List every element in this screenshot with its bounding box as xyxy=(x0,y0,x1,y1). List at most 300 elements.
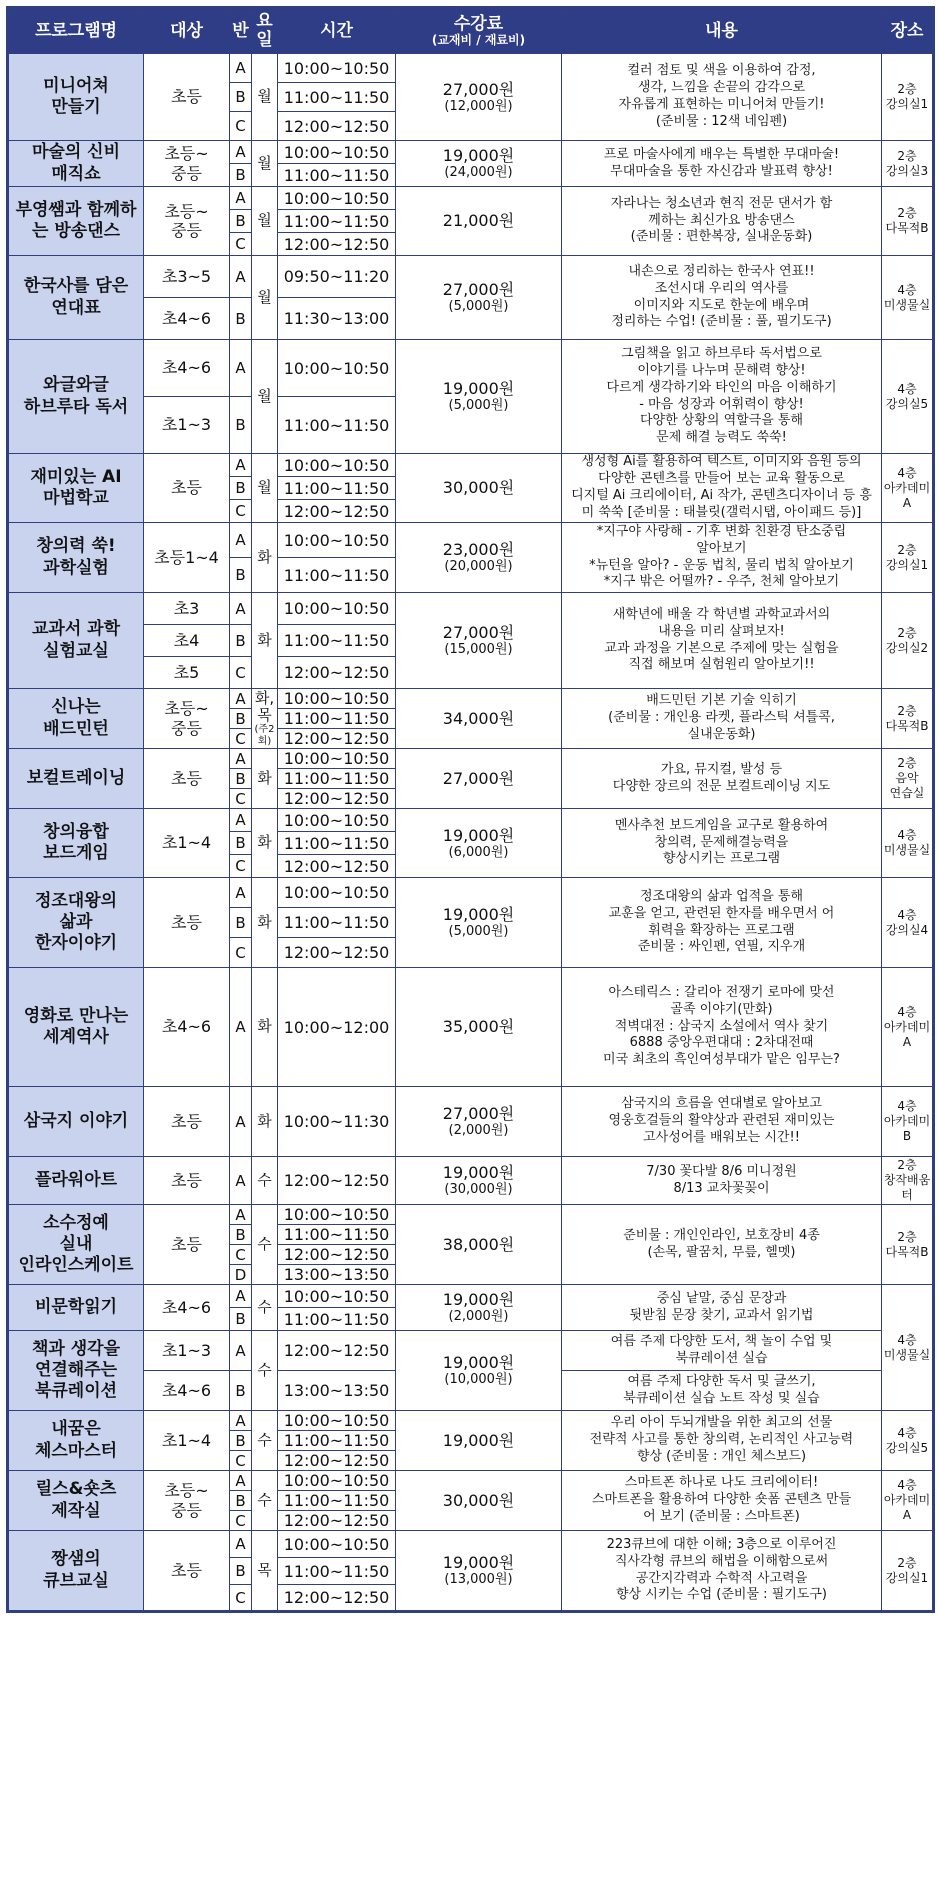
location: 4층 미생물실 xyxy=(882,809,934,878)
class-letter: B xyxy=(230,397,252,454)
table-row xyxy=(8,749,934,769)
day-label: 화 xyxy=(257,1111,272,1130)
program-content: 7/30 꽃다발 8/6 미니정원 8/13 교차꽃꽂이 xyxy=(562,1157,882,1205)
program-content: 우리 아이 두뇌개발을 위한 최고의 선물 전략적 사고를 통한 창의력, 논리적인 사고능력 향상 (준비물 : 개인 체스보드) xyxy=(562,1411,882,1471)
program-content: 223큐브에 대한 이해; 3층으로 이루어진 직사각형 큐브의 해법을 이해함으로써 공간지각력과 수학적 사고력을 향상 시키는 수업 (준비물 : 필기도구) xyxy=(562,1531,882,1612)
fee-amount: 19,000원 xyxy=(442,146,515,166)
day-label: 수 xyxy=(257,1360,272,1379)
day-label: 화 xyxy=(257,1017,272,1036)
class-time: 12:00~12:50 xyxy=(278,500,396,523)
fee-amount: 27,000원 xyxy=(442,79,515,99)
class-time: 11:00~11:50 xyxy=(278,1308,396,1331)
material-fee: (5,000원) xyxy=(448,299,509,315)
program-content: 내손으로 정리하는 한국사 연표!! 조선시대 우리의 역사를 이미지와 지도로 한눈에 배우며 정리하는 수업! (준비물 : 풀, 필기도구) xyxy=(562,256,882,340)
location: 2층 다목적B xyxy=(882,1205,934,1285)
table-row xyxy=(8,878,934,908)
class-letter: B xyxy=(230,625,252,657)
class-letter: B xyxy=(230,709,252,729)
material-fee: (20,000원) xyxy=(444,559,513,575)
table-header-row xyxy=(8,8,934,54)
program-content: 생성형 Ai를 활용하여 텍스트, 이미지와 음원 등의 다양한 콘텐츠를 만들어 보는 교육 활동으로 디지털 Ai 크리에이터, Ai 작가, 콘텐츠디자이너 등 흥 미 쑥쑥 [준비물 : 태블릿(갤럭시탭, 아이패드 등)] xyxy=(562,454,882,523)
class-letter: A xyxy=(230,1157,252,1205)
program-name: 창의융합 보드게임 xyxy=(8,809,144,878)
target-group: 초1~4 xyxy=(144,1411,230,1471)
class-letter: B xyxy=(230,1431,252,1451)
target-group: 초3 xyxy=(144,593,230,625)
day-of-week xyxy=(252,968,278,1087)
fee-cell xyxy=(396,593,562,689)
fee-amount: 27,000원 xyxy=(442,623,515,643)
class-time: 10:00~10:50 xyxy=(278,809,396,832)
program-content: 자라나는 청소년과 현직 전문 댄서가 함 께하는 최신가요 방송댄스 (준비물 : 편한복장, 실내운동화) xyxy=(562,187,882,256)
class-time: 12:00~12:50 xyxy=(278,1157,396,1205)
day-label: 수 xyxy=(257,1430,272,1449)
class-time: 12:00~12:50 xyxy=(278,1585,396,1612)
class-letter: B xyxy=(230,477,252,500)
fee-amount: 19,000원 xyxy=(442,1290,515,1310)
class-letter: A xyxy=(230,523,252,558)
class-letter: B xyxy=(230,558,252,593)
fee-amount: 21,000원 xyxy=(442,211,515,231)
class-time: 10:00~10:50 xyxy=(278,593,396,625)
class-letter: C xyxy=(230,729,252,749)
table-row xyxy=(8,54,934,83)
class-time: 11:30~13:00 xyxy=(278,298,396,340)
program-content: 여름 주제 다양한 도서, 책 놀이 수업 및 북큐레이션 실습 xyxy=(562,1331,882,1371)
fee-cell xyxy=(396,523,562,593)
program-name: 와글와글 하브루타 독서 xyxy=(8,340,144,454)
fee-cell xyxy=(396,1471,562,1531)
class-letter: C xyxy=(230,1245,252,1265)
target-group: 초등 xyxy=(144,1087,230,1157)
class-letter: A xyxy=(230,1205,252,1225)
class-time: 10:00~10:50 xyxy=(278,1411,396,1431)
target-group: 초등 xyxy=(144,749,230,809)
class-time: 10:00~11:30 xyxy=(278,1087,396,1157)
class-time: 10:00~12:00 xyxy=(278,968,396,1087)
class-letter: B xyxy=(230,1308,252,1331)
program-name: 창의력 쑥! 과학실험 xyxy=(8,523,144,593)
class-letter: A xyxy=(230,54,252,83)
material-fee: (2,000원) xyxy=(448,1309,509,1325)
location: 2층 음악 연습실 xyxy=(882,749,934,809)
class-time: 10:00~10:50 xyxy=(278,54,396,83)
day-label: 화 xyxy=(257,912,272,931)
program-name: 재미있는 AI 마법학교 xyxy=(8,454,144,523)
day-of-week xyxy=(252,340,278,454)
class-time: 11:00~11:50 xyxy=(278,397,396,454)
class-letter: A xyxy=(230,1531,252,1558)
fee-cell xyxy=(396,1087,562,1157)
class-letter: B xyxy=(230,298,252,340)
day-of-week xyxy=(252,1285,278,1331)
program-name: 짱샘의 큐브교실 xyxy=(8,1531,144,1612)
table-row xyxy=(8,1087,934,1157)
fee-amount: 19,000원 xyxy=(442,905,515,925)
fee-amount: 19,000원 xyxy=(442,1163,515,1183)
day-of-week xyxy=(252,523,278,593)
day-of-week xyxy=(252,454,278,523)
class-letter: A xyxy=(230,749,252,769)
fee-cell xyxy=(396,1157,562,1205)
class-time: 11:00~11:50 xyxy=(278,477,396,500)
material-fee: (12,000원) xyxy=(444,98,513,114)
day-label: 월 xyxy=(257,386,272,405)
table-row xyxy=(8,1205,934,1225)
day-of-week xyxy=(252,1471,278,1531)
location: 2층 강의실2 xyxy=(882,593,934,689)
target-group: 초4 xyxy=(144,625,230,657)
class-time: 13:00~13:50 xyxy=(278,1371,396,1411)
class-letter: C xyxy=(230,500,252,523)
class-time: 10:00~10:50 xyxy=(278,340,396,397)
target-group: 초등1~4 xyxy=(144,523,230,593)
table-row xyxy=(8,340,934,397)
table-row xyxy=(8,187,934,210)
header-content: 내용 xyxy=(562,8,882,54)
program-name: 부영쌤과 함께하 는 방송댄스 xyxy=(8,187,144,256)
location: 2층 강의실1 xyxy=(882,1531,934,1612)
fee-amount: 19,000원 xyxy=(442,379,515,399)
header-target: 대상 xyxy=(144,8,230,54)
day-label: 월 xyxy=(257,87,272,106)
class-letter: A xyxy=(230,878,252,908)
header-place: 장소 xyxy=(882,8,934,54)
class-letter: A xyxy=(230,689,252,709)
material-fee: (6,000원) xyxy=(448,844,509,860)
program-name: 삼국지 이야기 xyxy=(8,1087,144,1157)
class-time: 11:00~11:50 xyxy=(278,164,396,187)
program-content: 그림책을 읽고 하브루타 독서법으로 이야기를 나누며 문해력 향상! 다르게 생각하기와 타인의 마음 이해하기 - 마음 성장과 어휘력이 향상! 다양한 상황의 역할극을 통해 문제 해결 능력도 쑥쑥! xyxy=(562,340,882,454)
program-name: 마술의 신비 매직쇼 xyxy=(8,141,144,187)
class-letter: B xyxy=(230,908,252,938)
header-time: 시간 xyxy=(278,8,396,54)
fee-cell xyxy=(396,1285,562,1331)
target-group: 초4~6 xyxy=(144,1285,230,1331)
class-letter: C xyxy=(230,233,252,256)
day-label: 화,목 xyxy=(254,688,275,724)
program-name: 교과서 과학 실험교실 xyxy=(8,593,144,689)
day-label: 수 xyxy=(257,1234,272,1253)
header-fee-sub: (교재비 / 재료비) xyxy=(431,32,526,47)
location: 4층 아카데미A xyxy=(882,454,934,523)
class-letter: B xyxy=(230,769,252,789)
day-label: 수 xyxy=(257,1170,272,1189)
day-label: 수 xyxy=(257,1490,272,1509)
class-time: 10:00~10:50 xyxy=(278,141,396,164)
program-name: 미니어쳐 만들기 xyxy=(8,54,144,141)
day-note: (주2회) xyxy=(254,724,275,747)
target-group: 초등~ 중등 xyxy=(144,1471,230,1531)
fee-cell xyxy=(396,1411,562,1471)
day-of-week xyxy=(252,1157,278,1205)
header-fee xyxy=(396,8,562,54)
table-row xyxy=(8,454,934,477)
table-row xyxy=(8,523,934,558)
fee-amount: 19,000원 xyxy=(442,1553,515,1573)
fee-amount: 27,000원 xyxy=(442,768,515,788)
material-fee: (15,000원) xyxy=(444,642,513,658)
class-time: 12:00~12:50 xyxy=(278,112,396,141)
day-of-week xyxy=(252,1531,278,1612)
material-fee: (13,000원) xyxy=(444,1572,513,1588)
target-group: 초등~ 중등 xyxy=(144,141,230,187)
table-row xyxy=(8,141,934,164)
day-label: 목 xyxy=(257,1560,272,1579)
class-time: 12:00~12:50 xyxy=(278,1245,396,1265)
header-class: 반 xyxy=(230,8,252,54)
class-time: 11:00~11:50 xyxy=(278,558,396,593)
program-name: 정조대왕의 삶과 한자이야기 xyxy=(8,878,144,968)
class-time: 10:00~10:50 xyxy=(278,1471,396,1491)
day-of-week xyxy=(252,1411,278,1471)
table-row xyxy=(8,1331,934,1371)
class-time: 10:00~10:50 xyxy=(278,523,396,558)
target-group: 초4~6 xyxy=(144,340,230,397)
program-content: 정조대왕의 삶과 업적을 통해 교훈을 얻고, 관련된 한자를 배우면서 어 휘력을 확장하는 프로그램 준비물 : 싸인펜, 연필, 지우개 xyxy=(562,878,882,968)
fee-amount: 19,000원 xyxy=(442,1430,515,1450)
location: 4층 아카데미A xyxy=(882,968,934,1087)
location: 2층 강의실1 xyxy=(882,523,934,593)
location: 2층 강의실3 xyxy=(882,141,934,187)
fee-amount: 30,000원 xyxy=(442,1490,515,1510)
fee-amount: 27,000원 xyxy=(442,1104,515,1124)
table-row xyxy=(8,256,934,298)
class-time: 11:00~11:50 xyxy=(278,210,396,233)
material-fee: (30,000원) xyxy=(444,1182,513,1198)
table-row xyxy=(8,1285,934,1308)
fee-cell xyxy=(396,878,562,968)
target-group: 초등 xyxy=(144,54,230,141)
location: 4층 아카데미B xyxy=(882,1087,934,1157)
class-time: 10:00~10:50 xyxy=(278,187,396,210)
class-letter: A xyxy=(230,968,252,1087)
target-group: 초1~3 xyxy=(144,1331,230,1371)
fee-cell xyxy=(396,187,562,256)
program-content: 가요, 뮤지컬, 발성 등 다양한 장르의 전문 보컬트레이닝 지도 xyxy=(562,749,882,809)
class-letter: A xyxy=(230,454,252,477)
program-name: 보컬트레이닝 xyxy=(8,749,144,809)
class-letter: B xyxy=(230,210,252,233)
class-time: 12:00~12:50 xyxy=(278,1451,396,1471)
class-letter: A xyxy=(230,187,252,210)
table-row xyxy=(8,1411,934,1431)
class-letter: A xyxy=(230,141,252,164)
day-of-week xyxy=(252,1331,278,1411)
class-time: 12:00~12:50 xyxy=(278,855,396,878)
table-row xyxy=(8,1471,934,1491)
class-time: 11:00~11:50 xyxy=(278,832,396,855)
target-group: 초등 xyxy=(144,1205,230,1285)
location: 2층 창작배움터 xyxy=(882,1157,934,1205)
material-fee: (5,000원) xyxy=(448,924,509,940)
program-content: 준비물 : 개인인라인, 보호장비 4종 (손목, 팔꿈치, 무릎, 헬멧) xyxy=(562,1205,882,1285)
fee-cell xyxy=(396,1531,562,1612)
program-content: 아스테릭스 : 갈리아 전쟁기 로마에 맞선 골족 이야기(만화) 적벽대전 : 삼국지 소설에서 역사 찾기 6888 중앙우편대대 : 2차대전때 미국 최초의 흑인여성부대가 맡은 임무는? xyxy=(562,968,882,1087)
day-of-week xyxy=(252,187,278,256)
class-letter: C xyxy=(230,1451,252,1471)
location: 2층 다목적B xyxy=(882,689,934,749)
program-name: 비문학읽기 xyxy=(8,1285,144,1331)
class-time: 10:00~10:50 xyxy=(278,878,396,908)
day-label: 월 xyxy=(257,153,272,172)
program-name: 소수정예 실내 인라인스케이트 xyxy=(8,1205,144,1285)
fee-amount: 34,000원 xyxy=(442,708,515,728)
target-group: 초3~5 xyxy=(144,256,230,298)
fee-amount: 23,000원 xyxy=(442,540,515,560)
program-name: 플라워아트 xyxy=(8,1157,144,1205)
class-letter: C xyxy=(230,1511,252,1531)
class-letter: B xyxy=(230,1225,252,1245)
program-name: 릴스&숏츠 제작실 xyxy=(8,1471,144,1531)
class-letter: C xyxy=(230,112,252,141)
class-time: 12:00~12:50 xyxy=(278,1331,396,1371)
program-content: 배드민턴 기본 기술 익히기 (준비물 : 개인용 라켓, 플라스틱 셔틀콕, 실내운동화) xyxy=(562,689,882,749)
fee-amount: 30,000원 xyxy=(442,478,515,498)
location: 4층 미생물실 xyxy=(882,1285,934,1411)
class-letter: C xyxy=(230,855,252,878)
class-letter: C xyxy=(230,938,252,968)
material-fee: (24,000원) xyxy=(444,165,513,181)
fee-cell xyxy=(396,809,562,878)
program-name: 한국사를 담은 연대표 xyxy=(8,256,144,340)
day-of-week xyxy=(252,256,278,340)
program-content: 중심 낱말, 중심 문장과 뒷받침 문장 찾기, 교과서 읽기법 xyxy=(562,1285,882,1331)
program-name: 책과 생각을 연결해주는 북큐레이션 xyxy=(8,1331,144,1411)
day-of-week xyxy=(252,689,278,749)
class-time: 10:00~10:50 xyxy=(278,1205,396,1225)
day-of-week xyxy=(252,809,278,878)
program-content: 프로 마술사에게 배우는 특별한 무대마술! 무대마술을 통한 자신감과 발표력 향상! xyxy=(562,141,882,187)
program-content: 멘사추천 보드게임을 교구로 활용하여 창의력, 문제해결능력을 향상시키는 프로그램 xyxy=(562,809,882,878)
class-letter: B xyxy=(230,83,252,112)
target-group: 초1~3 xyxy=(144,397,230,454)
material-fee: (5,000원) xyxy=(448,398,509,414)
program-name: 신나는 배드민턴 xyxy=(8,689,144,749)
class-time: 10:00~10:50 xyxy=(278,1531,396,1558)
class-letter: A xyxy=(230,256,252,298)
class-letter: C xyxy=(230,657,252,689)
header-day: 요일 xyxy=(252,8,278,54)
class-letter: A xyxy=(230,1411,252,1431)
day-of-week xyxy=(252,54,278,141)
day-of-week xyxy=(252,1205,278,1285)
target-group: 초등 xyxy=(144,1157,230,1205)
fee-cell xyxy=(396,689,562,749)
target-group: 초등~ 중등 xyxy=(144,187,230,256)
location: 2층 강의실1 xyxy=(882,54,934,141)
fee-cell xyxy=(396,749,562,809)
table-body xyxy=(8,54,934,1612)
class-letter: B xyxy=(230,832,252,855)
class-letter: A xyxy=(230,593,252,625)
material-fee: (2,000원) xyxy=(448,1123,509,1139)
day-of-week xyxy=(252,1087,278,1157)
fee-cell xyxy=(396,340,562,454)
program-name: 영화로 만나는 세계역사 xyxy=(8,968,144,1087)
day-of-week xyxy=(252,878,278,968)
target-group: 초4~6 xyxy=(144,968,230,1087)
location: 2층 다목적B xyxy=(882,187,934,256)
schedule-wrapper xyxy=(6,6,932,1897)
fee-amount: 27,000원 xyxy=(442,280,515,300)
class-letter: D xyxy=(230,1265,252,1285)
class-time: 12:00~12:50 xyxy=(278,233,396,256)
target-group: 초4~6 xyxy=(144,1371,230,1411)
class-time: 11:00~11:50 xyxy=(278,769,396,789)
class-time: 10:00~10:50 xyxy=(278,689,396,709)
day-of-week xyxy=(252,749,278,809)
target-group: 초등 xyxy=(144,878,230,968)
day-label: 월 xyxy=(257,478,272,497)
location: 4층 강의실5 xyxy=(882,340,934,454)
class-letter: B xyxy=(230,1558,252,1585)
target-group: 초4~6 xyxy=(144,298,230,340)
table-row xyxy=(8,1531,934,1558)
fee-amount: 19,000원 xyxy=(442,825,515,845)
program-schedule-table xyxy=(6,6,935,1613)
fee-cell xyxy=(396,141,562,187)
header-program-name: 프로그램명 xyxy=(8,8,144,54)
day-label: 수 xyxy=(257,1297,272,1316)
table-row xyxy=(8,809,934,832)
class-letter: A xyxy=(230,1087,252,1157)
day-of-week xyxy=(252,141,278,187)
fee-amount: 35,000원 xyxy=(442,1017,515,1037)
class-letter: C xyxy=(230,789,252,809)
day-of-week xyxy=(252,593,278,689)
location: 4층 강의실4 xyxy=(882,878,934,968)
class-time: 11:00~11:50 xyxy=(278,83,396,112)
day-label: 화 xyxy=(257,630,272,649)
class-letter: A xyxy=(230,340,252,397)
class-letter: A xyxy=(230,1331,252,1371)
table-row xyxy=(8,593,934,625)
class-time: 11:00~11:50 xyxy=(278,1491,396,1511)
class-time: 12:00~12:50 xyxy=(278,729,396,749)
day-label: 화 xyxy=(257,547,272,566)
class-time: 10:00~10:50 xyxy=(278,1285,396,1308)
class-time: 13:00~13:50 xyxy=(278,1265,396,1285)
class-time: 12:00~12:50 xyxy=(278,1511,396,1531)
class-time: 12:00~12:50 xyxy=(278,657,396,689)
fee-cell xyxy=(396,256,562,340)
class-time: 10:00~10:50 xyxy=(278,749,396,769)
material-fee: (10,000원) xyxy=(444,1372,513,1388)
fee-cell xyxy=(396,1331,562,1411)
header-fee-label: 수강료 xyxy=(453,14,504,35)
class-letter: B xyxy=(230,1371,252,1411)
program-content: 여름 주제 다양한 독서 및 글쓰기, 북큐레이션 실습 노트 작성 및 실습 xyxy=(562,1371,882,1411)
class-letter: A xyxy=(230,1471,252,1491)
class-time: 11:00~11:50 xyxy=(278,709,396,729)
day-label: 화 xyxy=(257,768,272,787)
class-time: 11:00~11:50 xyxy=(278,625,396,657)
class-time: 11:00~11:50 xyxy=(278,908,396,938)
location: 4층 아카데미A xyxy=(882,1471,934,1531)
fee-cell xyxy=(396,968,562,1087)
class-time: 09:50~11:20 xyxy=(278,256,396,298)
program-content: 삼국지의 흐름을 연대별로 알아보고 영웅호걸들의 활약상과 관련된 재미있는 고사성어를 배워보는 시간!! xyxy=(562,1087,882,1157)
class-letter: A xyxy=(230,1285,252,1308)
fee-cell xyxy=(396,54,562,141)
class-letter: C xyxy=(230,1585,252,1612)
program-content: *지구야 사랑해 - 기후 변화 친환경 탄소중립 알아보기 *뉴턴을 알아? - 운동 법칙, 물리 법칙 알아보기 *지구 밖은 어떨까? - 우주, 천체 알아보기 xyxy=(562,523,882,593)
class-time: 11:00~11:50 xyxy=(278,1431,396,1451)
program-content: 새학년에 배울 각 학년별 과학교과서의 내용을 미리 살펴보자! 교과 과정을 기본으로 주제에 맞는 실험을 직접 해보며 실험원리 알아보기!! xyxy=(562,593,882,689)
day-label: 월 xyxy=(257,287,272,306)
class-time: 10:00~10:50 xyxy=(278,454,396,477)
